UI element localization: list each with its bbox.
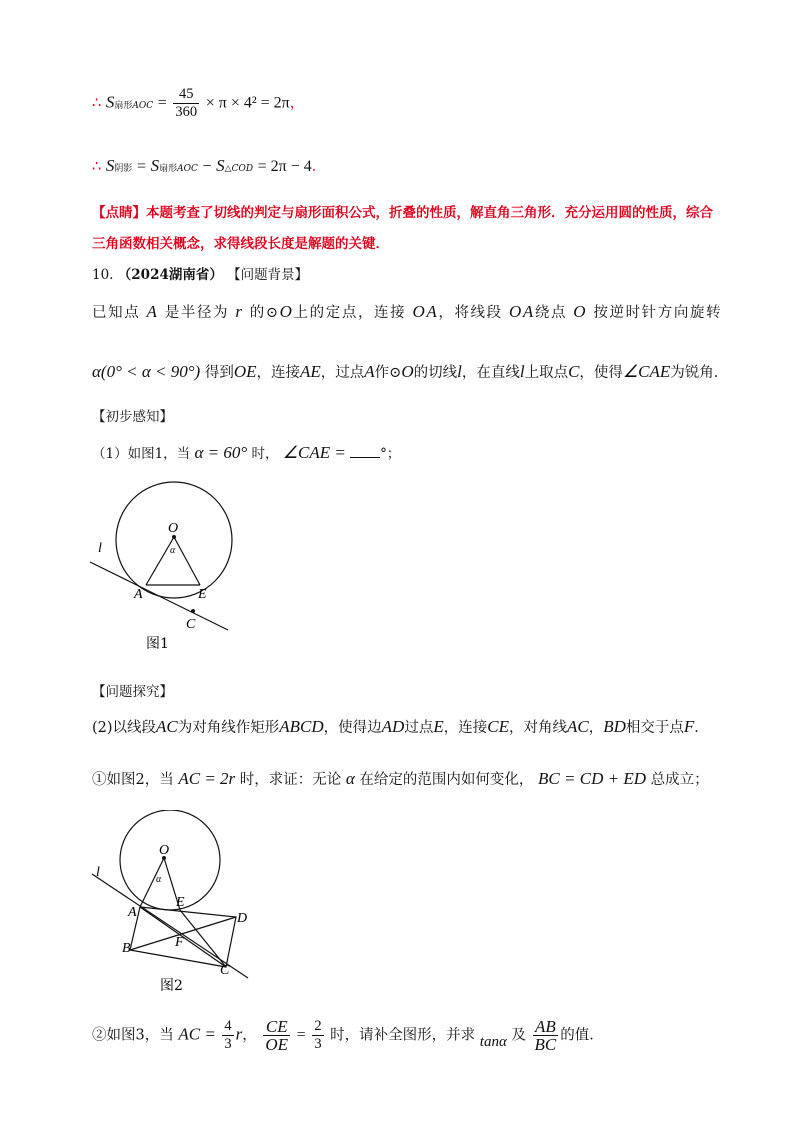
angle-value: α = 60° xyxy=(194,443,248,462)
line-label: l xyxy=(457,362,462,381)
angle-label: ∠CAE xyxy=(622,362,671,381)
segment-CE xyxy=(180,910,226,967)
variable: r xyxy=(235,302,244,321)
question-number: 10. xyxy=(92,267,114,283)
text: ，将线段 xyxy=(438,305,503,321)
point-label: E xyxy=(433,717,444,736)
text: ，过点 xyxy=(320,365,365,381)
fraction xyxy=(263,1018,290,1053)
part-1 xyxy=(92,442,400,463)
segment-label: AC xyxy=(156,717,178,736)
answer-blank[interactable] xyxy=(350,445,380,458)
text: (2)以线段 xyxy=(92,720,157,736)
point-label: O xyxy=(401,362,414,381)
label-O: O xyxy=(168,521,179,536)
numerator: 4 xyxy=(224,1018,232,1034)
punct: ． xyxy=(311,159,327,175)
area-sector-line xyxy=(92,86,304,121)
text: 按逆时针方向旋转 xyxy=(593,305,723,321)
figure-caption: 图1 xyxy=(146,636,169,652)
label-alpha: α xyxy=(170,545,176,556)
question-source: （2024湖南省） xyxy=(117,267,223,283)
tangent-line xyxy=(90,562,228,630)
line-label: l xyxy=(519,362,525,381)
text: ①如图2，当 xyxy=(92,772,174,788)
expression: × π × 4² = 2π xyxy=(205,94,290,112)
comment-line-1 xyxy=(92,201,713,221)
fraction xyxy=(533,1018,559,1053)
fraction xyxy=(173,86,199,121)
label-D: D xyxy=(237,911,248,926)
text: ，对角线 xyxy=(508,720,567,736)
label-C: C xyxy=(186,617,196,632)
text: ，连接 xyxy=(443,720,488,736)
text: 相交于点 xyxy=(625,720,684,736)
area-symbol: S xyxy=(150,156,160,175)
area-symbol: S xyxy=(216,156,225,175)
part-2-1 xyxy=(92,768,709,789)
equals: = xyxy=(136,158,146,175)
point-C xyxy=(191,609,195,613)
text: （1）如图1，当 xyxy=(92,446,191,462)
section-initial xyxy=(92,405,173,425)
segment-label: BD xyxy=(603,717,626,736)
label-B: B xyxy=(122,941,131,956)
section-explore xyxy=(92,680,173,700)
text: ， xyxy=(588,720,604,736)
text: ， xyxy=(242,1027,257,1044)
text: ，使得边 xyxy=(323,720,382,736)
fraction xyxy=(312,1018,323,1053)
section-title: 【问题背景】 xyxy=(227,267,309,283)
comment-line-2 xyxy=(92,232,389,252)
segment-label: AE xyxy=(300,362,321,381)
text: 已知点 xyxy=(92,305,141,321)
area-shadow-line xyxy=(92,155,326,176)
denominator: BC xyxy=(534,1035,557,1054)
condition: AC = 2r xyxy=(178,769,236,788)
segment-label: CE xyxy=(487,717,509,736)
figure-1 xyxy=(88,480,248,670)
subscript: 扇形 xyxy=(114,100,133,111)
label-A: A xyxy=(128,905,137,920)
segment-label: AC xyxy=(566,717,589,736)
denominator: OE xyxy=(265,1035,289,1054)
text: ②如图3，当 xyxy=(92,1027,174,1044)
text: 上的定点，连接 xyxy=(293,305,407,321)
text: 总成立； xyxy=(650,772,709,788)
minus: − xyxy=(202,158,212,175)
denominator: 3 xyxy=(314,1036,322,1052)
label-A: A xyxy=(134,587,143,602)
subscript: COD xyxy=(231,164,254,174)
therefore-symbol: ∴ xyxy=(92,95,102,112)
point-label: A xyxy=(146,302,159,321)
subscript: △ xyxy=(224,164,232,174)
text: °； xyxy=(380,446,401,462)
text: 作⊙ xyxy=(374,365,402,381)
numerator: 2 xyxy=(314,1018,322,1034)
label-E: E xyxy=(198,587,207,602)
numerator: 45 xyxy=(173,86,199,104)
label-F: F xyxy=(175,935,184,950)
punct: ， xyxy=(289,95,305,112)
question-header xyxy=(92,263,308,283)
text: 时，求证：无论 xyxy=(239,772,342,788)
comment-text: 三角函数相关概念，求得线段长度是解题的关键． xyxy=(92,236,389,252)
denominator: 3 xyxy=(224,1036,232,1052)
numerator: CE xyxy=(263,1018,290,1036)
label-alpha: α xyxy=(156,874,162,885)
text: 绕点 xyxy=(534,305,568,321)
figure-2 xyxy=(88,810,258,1000)
condition: AC = xyxy=(178,1024,216,1044)
text: 的⊙ xyxy=(249,305,280,321)
text: 时， xyxy=(251,446,279,462)
point-label: A xyxy=(364,362,375,381)
point-label: O xyxy=(573,302,588,321)
equation: BC = CD + ED xyxy=(538,769,646,788)
expression: = 2π − 4 xyxy=(257,158,312,175)
angle-label: α xyxy=(345,769,355,788)
circle-O xyxy=(116,482,232,598)
comment-tag: 【点睛】 xyxy=(92,205,146,221)
rectangle-label: ABCD xyxy=(279,717,324,736)
label-l: l xyxy=(98,541,102,556)
equals: = xyxy=(296,1026,306,1044)
variable: r xyxy=(235,1024,243,1044)
text: 在给定的范围内如何变化， xyxy=(359,772,534,788)
text: 上取点 xyxy=(524,365,569,381)
text: 是半径为 xyxy=(164,305,230,321)
section-title: 【初步感知】 xyxy=(92,409,173,425)
text: ，连接 xyxy=(256,365,300,381)
subscript: 扇形 xyxy=(159,164,178,174)
segment-label: AD xyxy=(381,717,405,736)
section-title: 【问题探究】 xyxy=(92,684,173,700)
numerator: AB xyxy=(533,1018,559,1036)
text: 得到 xyxy=(204,365,234,381)
text: 的值． xyxy=(560,1027,604,1044)
point-label: O xyxy=(279,302,294,321)
segment-label: OE xyxy=(233,362,257,381)
text: 为锐角． xyxy=(670,365,729,381)
segment-label: OA xyxy=(412,302,439,321)
text: 过点 xyxy=(404,720,434,736)
figure-caption: 图2 xyxy=(160,978,183,994)
therefore-symbol: ∴ xyxy=(92,159,102,175)
text: 的切线 xyxy=(413,365,458,381)
subscript: AOC xyxy=(177,164,198,174)
subscript: 阴影 xyxy=(114,164,133,174)
background-line-1 xyxy=(92,301,722,322)
text: ． xyxy=(694,720,709,736)
part-2 xyxy=(92,716,709,737)
point-label: F xyxy=(683,717,695,736)
point-label: C xyxy=(568,362,580,381)
text: 为对角线作矩形 xyxy=(177,720,280,736)
fraction xyxy=(222,1018,233,1053)
text: 时，请补全图形，并求 xyxy=(330,1027,476,1044)
comment-text: 本题考查了切线的判定与扇形面积公式，折叠的性质，解直角三角形．充分运用圆的性质，综合 xyxy=(146,205,713,221)
segment-label: OA xyxy=(508,302,535,321)
label-O: O xyxy=(159,843,170,858)
part-2-2 xyxy=(92,1018,604,1053)
tangent-expression: tanα xyxy=(479,1033,507,1050)
angle-label: ∠CAE = xyxy=(282,443,346,462)
denominator: 360 xyxy=(175,104,198,120)
segment-OE xyxy=(174,537,200,585)
text: ，使得 xyxy=(579,365,623,381)
subscript: AOC xyxy=(132,100,154,111)
background-line-2 xyxy=(92,361,728,382)
area-symbol: S xyxy=(105,92,115,112)
label-l: l xyxy=(96,865,100,880)
equals: = xyxy=(157,94,167,112)
area-symbol: S xyxy=(105,156,115,175)
circle-O xyxy=(120,810,220,910)
label-E: E xyxy=(176,895,185,910)
label-C: C xyxy=(220,963,230,978)
text: 及 xyxy=(511,1027,526,1044)
text: ，在直线 xyxy=(461,365,520,381)
angle-range: α(0° < α < 90°) xyxy=(92,362,201,381)
